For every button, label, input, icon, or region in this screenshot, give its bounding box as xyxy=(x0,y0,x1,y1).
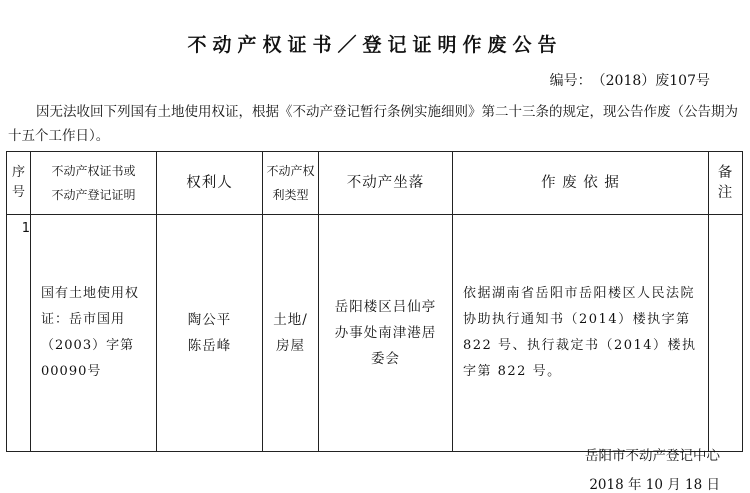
header-location: 不动产坐落 xyxy=(319,152,453,215)
cell-type: 土地/ 房屋 xyxy=(263,215,319,452)
header-seq: 序 号 xyxy=(7,152,31,215)
cell-remark xyxy=(709,215,743,452)
header-cert: 不动产权证书或 不动产登记证明 xyxy=(31,152,157,215)
cell-cert: 国有土地使用权证：岳市国用（2003）字第00090号 xyxy=(31,215,157,452)
page-title: 不动产权证书／登记证明作废公告 xyxy=(187,34,563,56)
cell-seq: 1 xyxy=(7,215,31,452)
document-number: 编号： （2018）废107号 xyxy=(549,73,710,89)
cell-location: 岳阳楼区吕仙亭办事处南津港居委会 xyxy=(319,215,453,452)
cell-basis: 依据湖南省岳阳市岳阳楼区人民法院协助执行通知书（2014）楼执字第 822 号、执行裁定书（2014）楼执字第 822 号。 xyxy=(453,215,709,452)
header-basis: 作 废 依 据 xyxy=(453,152,709,215)
announcement-table xyxy=(6,151,743,452)
issue-date: 2018 年 10 月 18 日 xyxy=(589,477,720,493)
table-row xyxy=(7,215,743,452)
intro-paragraph: 因无法收回下列国有土地使用权证，根据《不动产登记暂行条例实施细则》第二十三条的规定，现公告作废（公告期为十五个工作日）。 xyxy=(8,104,738,144)
header-type: 不动产权 利类型 xyxy=(263,152,319,215)
header-holder: 权利人 xyxy=(157,152,263,215)
table-header-row xyxy=(7,152,743,215)
header-remark: 备 注 xyxy=(709,152,743,215)
cell-holder: 陶公平 陈岳峰 xyxy=(157,215,263,452)
issuing-organization: 岳阳市不动产登记中心 xyxy=(585,448,720,464)
